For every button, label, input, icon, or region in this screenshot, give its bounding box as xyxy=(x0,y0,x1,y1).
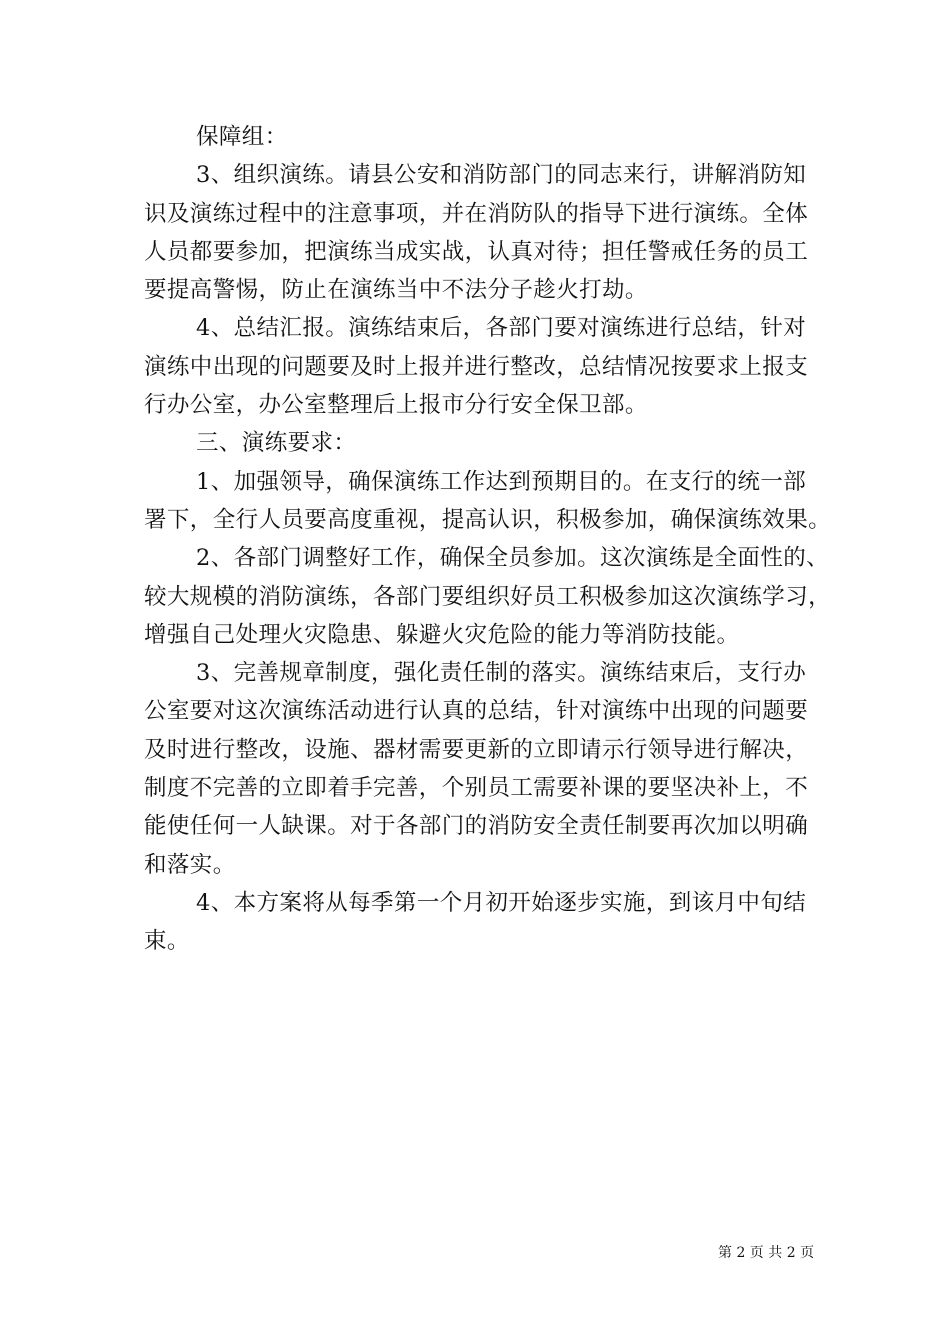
document-body xyxy=(144,118,832,961)
paragraph-line: 4、总结汇报。演练结束后，各部门要对演练进行总结，针对 xyxy=(196,315,807,342)
paragraph-line: 公室要对这次演练活动进行认真的总结，针对演练中出现的问题要 xyxy=(144,698,809,725)
paragraph-line: 束。 xyxy=(144,928,190,955)
paragraph-line: 1、加强领导，确保演练工作达到预期目的。在支行的统一部 xyxy=(196,468,807,495)
paragraph-line: 识及演练过程中的注意事项，并在消防队的指导下进行演练。全体 xyxy=(144,200,809,227)
paragraph-line: 署下，全行人员要高度重视，提高认识，积极参加，确保演练效果。 xyxy=(144,506,832,533)
paragraph-line: 较大规模的消防演练，各部门要组织好员工积极参加这次演练学习， xyxy=(144,583,832,610)
section-heading: 三、演练要求： xyxy=(196,430,357,457)
paragraph-line: 行办公室，办公室整理后上报市分行安全保卫部。 xyxy=(144,392,648,419)
paragraph-line: 2、各部门调整好工作，确保全员参加。这次演练是全面性的、 xyxy=(196,545,830,572)
paragraph-line: 及时进行整改，设施、器材需要更新的立即请示行领导进行解决， xyxy=(144,736,809,763)
paragraph-line: 和落实。 xyxy=(144,851,236,878)
paragraph-line: 要提高警惕，防止在演练当中不法分子趁火打劫。 xyxy=(144,277,648,304)
paragraph-line: 制度不完善的立即着手完善，个别员工需要补课的要坚决补上，不 xyxy=(144,775,809,802)
paragraph-line: 保障组： xyxy=(196,124,288,150)
page-footer: 第 2 页 共 2 页 xyxy=(718,1245,815,1261)
paragraph-line: 演练中出现的问题要及时上报并进行整改，总结情况按要求上报支 xyxy=(144,353,809,380)
paragraph-line: 4、本方案将从每季第一个月初开始逐步实施，到该月中旬结 xyxy=(196,889,807,916)
paragraph-line: 3、完善规章制度，强化责任制的落实。演练结束后，支行办 xyxy=(196,660,807,687)
paragraph-line: 人员都要参加，把演练当成实战，认真对待；担任警戒任务的员工 xyxy=(144,238,809,265)
paragraph-line: 3、组织演练。请县公安和消防部门的同志来行，讲解消防知 xyxy=(196,162,807,189)
paragraph-line: 能使任何一人缺课。对于各部门的消防安全责任制要再次加以明确 xyxy=(144,813,809,840)
paragraph-line: 增强自己处理火灾隐患、躲避火灾危险的能力等消防技能。 xyxy=(144,621,740,648)
